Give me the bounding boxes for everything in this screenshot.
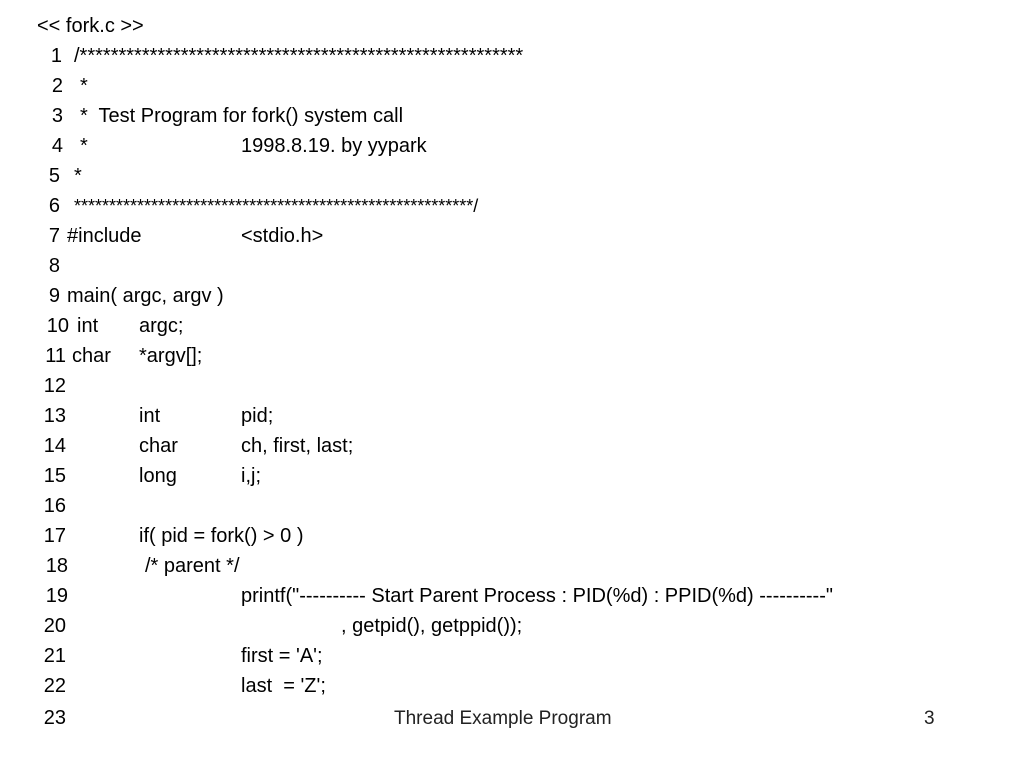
code-text: last = 'Z';	[241, 675, 326, 697]
line-number: 21	[43, 645, 66, 667]
code-text: /* parent */	[145, 555, 240, 577]
code-line-18	[0, 551, 1024, 581]
line-number: 23	[43, 707, 66, 729]
code-line-16	[0, 491, 1024, 521]
line-number: 17	[43, 525, 66, 547]
code-text: argc;	[139, 315, 184, 337]
line-number: 14	[43, 435, 66, 457]
code-line-3	[0, 101, 1024, 131]
code-text: * Test Program for fork() system call	[80, 105, 404, 127]
line-number: 5	[48, 165, 60, 187]
line-number: 11	[45, 345, 66, 367]
line-number: 16	[43, 495, 66, 517]
code-line-13	[0, 401, 1024, 431]
line-number: 22	[43, 675, 66, 697]
code-text: /*********************************************************	[74, 45, 524, 67]
code-line-2	[0, 71, 1024, 101]
code-line-4	[0, 131, 1024, 161]
code-text: int	[139, 405, 161, 427]
code-line-1	[0, 41, 1024, 71]
code-line-9	[0, 281, 1024, 311]
code-text: *argv[];	[139, 345, 203, 367]
code-line-19	[0, 581, 1024, 611]
code-text: #include	[67, 225, 142, 247]
line-number: 7	[48, 225, 60, 247]
code-line-12	[0, 371, 1024, 401]
line-number: 1	[50, 45, 62, 67]
document-title: << fork.c >>	[37, 15, 144, 37]
code-text: *	[74, 165, 82, 187]
code-text: pid;	[241, 405, 274, 427]
line-number: 9	[48, 285, 60, 307]
code-text: long	[139, 465, 177, 487]
code-text: *********************************************************/	[74, 196, 479, 216]
line-number: 20	[43, 615, 66, 637]
line-number: 15	[43, 465, 66, 487]
line-number: 4	[51, 135, 63, 157]
line-number: 3	[51, 105, 63, 127]
code-text: first = 'A';	[241, 645, 323, 667]
code-line-15	[0, 461, 1024, 491]
code-text: char	[139, 435, 178, 457]
code-text: , getpid(), getppid());	[341, 615, 523, 637]
line-number: 18	[45, 555, 68, 577]
code-line-21	[0, 641, 1024, 671]
code-line-14	[0, 431, 1024, 461]
page-number: 3	[924, 708, 935, 729]
line-number: 19	[45, 585, 68, 607]
code-text: ch, first, last;	[241, 435, 354, 457]
line-number: 13	[43, 405, 66, 427]
code-line-6	[0, 191, 1024, 221]
code-line-22	[0, 671, 1024, 701]
code-line-10	[0, 311, 1024, 341]
code-text: printf("---------- Start Parent Process : PID(%d) : PPID(%d) ----------"	[241, 585, 833, 607]
code-line-20	[0, 611, 1024, 641]
code-text: main( argc, argv )	[67, 285, 224, 307]
footer-title: Thread Example Program	[394, 708, 612, 729]
code-text: int	[77, 315, 99, 337]
code-line-17	[0, 521, 1024, 551]
line-number: 10	[46, 315, 69, 337]
code-text: if( pid = fork() > 0 )	[139, 525, 304, 547]
code-text: char	[72, 345, 111, 367]
line-number: 12	[43, 375, 66, 397]
line-number: 8	[48, 255, 60, 277]
code-text: i,j;	[241, 465, 261, 487]
code-line-5	[0, 161, 1024, 191]
code-line-11	[0, 341, 1024, 371]
code-line-7	[0, 221, 1024, 251]
code-line-8	[0, 251, 1024, 281]
line-number: 6	[48, 195, 60, 217]
code-text: 1998.8.19. by yypark	[241, 135, 427, 157]
code-text: *	[80, 135, 88, 157]
code-text: <stdio.h>	[241, 225, 324, 247]
line-number: 2	[51, 75, 63, 97]
code-text: *	[80, 75, 88, 97]
